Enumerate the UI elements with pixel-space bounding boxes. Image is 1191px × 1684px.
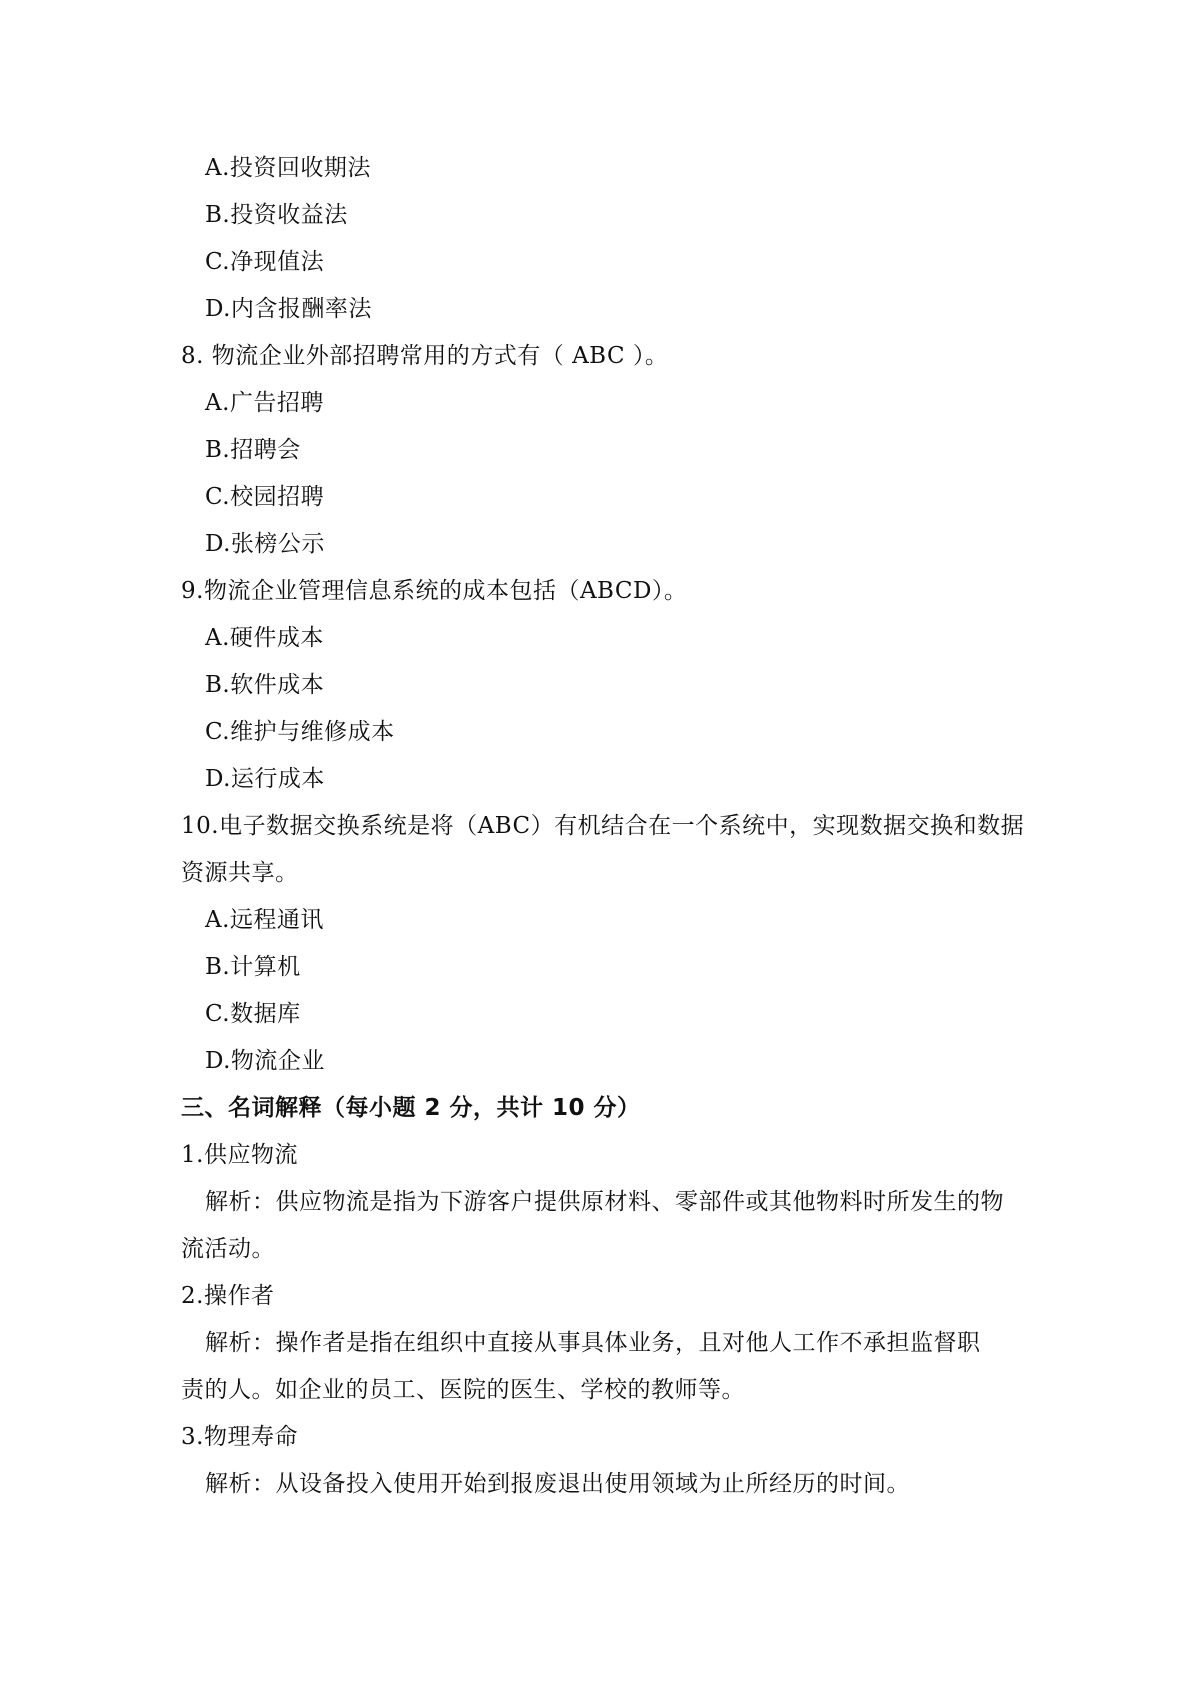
option-7a: A.投资回收期法 bbox=[205, 155, 371, 181]
option-7b: B.投资收益法 bbox=[205, 202, 348, 228]
explanation-3: 解析：从设备投入使用开始到报废退出使用领域为止所经历的时间。 bbox=[205, 1471, 910, 1497]
section-heading: 三、名词解释（每小题 2 分，共计 10 分） bbox=[181, 1095, 641, 1121]
option-9d: D.运行成本 bbox=[205, 766, 325, 792]
term-1: 1.供应物流 bbox=[181, 1142, 298, 1168]
option-8d: D.张榜公示 bbox=[205, 531, 325, 557]
question-9: 9.物流企业管理信息系统的成本包括（ABCD）。 bbox=[181, 578, 688, 604]
option-10b: B.计算机 bbox=[205, 954, 301, 980]
option-9b: B.软件成本 bbox=[205, 672, 325, 698]
explanation-1-continued: 流活动。 bbox=[181, 1236, 275, 1262]
option-8c: C.校园招聘 bbox=[205, 484, 325, 510]
option-10d: D.物流企业 bbox=[205, 1048, 325, 1074]
option-10a: A.远程通讯 bbox=[205, 907, 324, 933]
option-9c: C.维护与维修成本 bbox=[205, 719, 395, 745]
term-3: 3.物理寿命 bbox=[181, 1424, 298, 1450]
option-8b: B.招聘会 bbox=[205, 437, 301, 463]
option-9a: A.硬件成本 bbox=[205, 625, 324, 651]
explanation-2: 解析：操作者是指在组织中直接从事具体业务，且对他人工作不承担监督职 bbox=[205, 1330, 981, 1356]
question-10-continued: 资源共享。 bbox=[181, 860, 299, 886]
option-7d: D.内含报酬率法 bbox=[205, 296, 372, 322]
term-2: 2.操作者 bbox=[181, 1283, 275, 1309]
question-8: 8. 物流企业外部招聘常用的方式有（ ABC ）。 bbox=[181, 343, 669, 369]
question-10: 10.电子数据交换系统是将（ABC）有机结合在一个系统中，实现数据交换和数据 bbox=[181, 813, 1025, 839]
explanation-1: 解析：供应物流是指为下游客户提供原材料、零部件或其他物料时所发生的物 bbox=[205, 1189, 1004, 1215]
explanation-2-continued: 责的人。如企业的员工、医院的医生、学校的教师等。 bbox=[181, 1377, 745, 1403]
option-7c: C.净现值法 bbox=[205, 249, 325, 275]
option-10c: C.数据库 bbox=[205, 1001, 301, 1027]
option-8a: A.广告招聘 bbox=[205, 390, 324, 416]
